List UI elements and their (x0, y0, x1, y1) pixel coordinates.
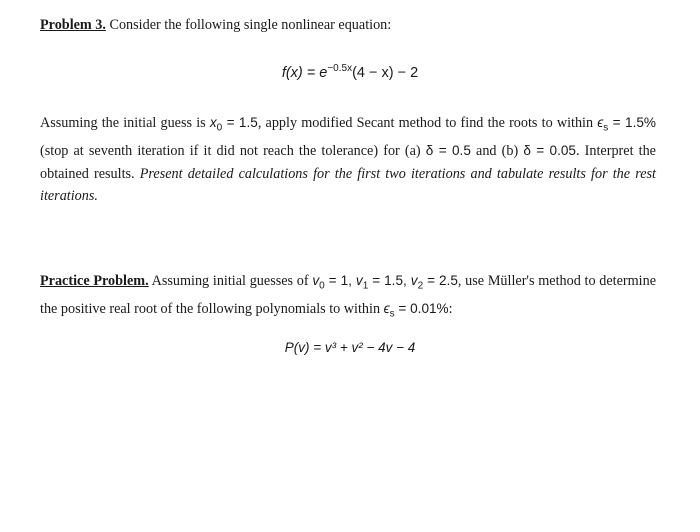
x0-value: = 1.5 (222, 115, 258, 130)
problem3-equation (0, 63, 700, 81)
body-text: , use Müller's method to determine the positive real root of the following polynomials to within (40, 273, 657, 318)
practice-heading: Practice Problem. (40, 273, 149, 289)
body-text: Assuming the initial guess is (40, 115, 210, 131)
v1-subscript: 1 (362, 280, 369, 292)
es-value: = 0.01% (394, 301, 449, 317)
equation-exponent: −0.5x (327, 63, 353, 74)
es-subscript: s (603, 122, 609, 134)
es-value: = 1.5% (608, 115, 656, 130)
problem3-heading: Problem 3. (40, 17, 106, 33)
body-text: Assuming initial guesses of (148, 273, 313, 289)
delta-a: δ = 0.5 (425, 143, 471, 159)
polynomial-equation: P(v) = v³ + v² − 4v − 4 (284, 340, 416, 355)
body-text: and (b) (470, 143, 524, 160)
practice-equation (0, 340, 700, 355)
v1-value: = 1.5, (368, 273, 411, 288)
x0-subscript: 0 (216, 122, 223, 134)
body-text: (stop at seventh iteration if it did not reach the tolerance) for (a) (40, 143, 426, 160)
practice-es-expression (383, 301, 449, 320)
problem3-intro (40, 14, 656, 37)
v2-subscript: 2 (417, 280, 424, 292)
v2-value: = 2.5 (423, 273, 458, 288)
v0-value: = 1, (324, 273, 356, 288)
equation-lhs: f(x) = e (281, 64, 328, 81)
body-text: : (448, 301, 453, 318)
x0-expression (209, 115, 258, 134)
problem3-body (40, 112, 656, 208)
emphasis-text: Present detailed calculations for the first two iterations and tabulate results for the rest iterations. (40, 165, 656, 205)
v2-symbol: v (410, 273, 418, 288)
es-subscript: s (389, 308, 395, 320)
delta-b: δ = 0.05 (523, 143, 576, 159)
practice-body (40, 270, 656, 326)
v0-symbol: v (312, 273, 320, 288)
es-expression (597, 115, 656, 134)
v0-expression (312, 273, 458, 292)
es-symbol: ϵ (383, 301, 390, 317)
x0-symbol: x (209, 115, 217, 130)
body-text: , apply modified Secant method to find the roots to within (257, 115, 594, 131)
v0-subscript: 0 (319, 280, 325, 292)
v1-symbol: v (355, 273, 363, 288)
problem3-intro-text: Consider the following single nonlinear equation: (105, 17, 392, 33)
equation-rhs: (4 − x) − 2 (352, 64, 419, 81)
body-text: . Interpret the obtained results. (40, 143, 656, 182)
es-symbol: ϵ (597, 115, 604, 130)
